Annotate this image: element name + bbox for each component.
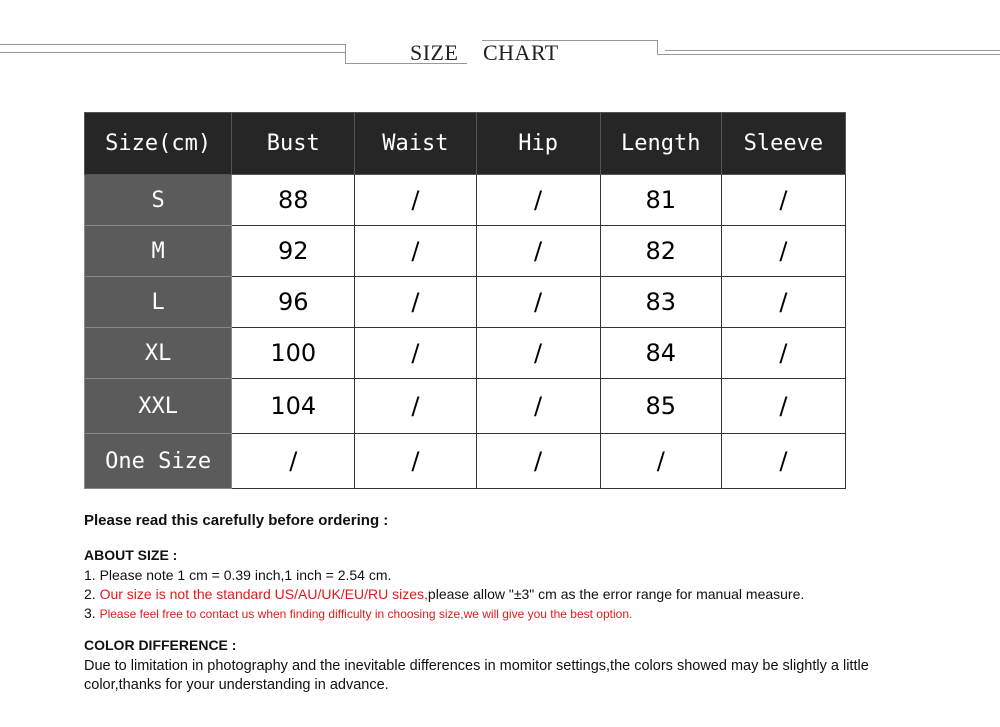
line-3-red-text: Please feel free to contact us when finding difficulty in choosing size,we will give you the best option.: [99, 607, 633, 621]
header-line-left-step: [345, 44, 346, 64]
length-cell: 81: [600, 175, 721, 226]
color-difference-text: Due to limitation in photography and the inevitable differences in momitor settings,the colors showed may be slightly a little color,thanks for your understanding in advance.: [84, 658, 869, 693]
ordering-notes: [84, 512, 964, 695]
waist-cell: /: [355, 379, 476, 434]
column-header-sleeve: Sleeve: [721, 113, 845, 175]
table-row: [85, 226, 846, 277]
table-row: [85, 379, 846, 434]
header-line-left-top: [0, 44, 345, 45]
hip-cell: /: [476, 226, 600, 277]
bust-cell: /: [232, 434, 355, 489]
sleeve-cell: /: [721, 226, 845, 277]
title-word-chart: CHART: [483, 40, 559, 65]
table-header-row: [85, 113, 846, 175]
column-header-size: Size(cm): [85, 113, 232, 175]
waist-cell: /: [355, 328, 476, 379]
length-cell: 82: [600, 226, 721, 277]
length-cell: 84: [600, 328, 721, 379]
header-line-left-bottom: [0, 52, 345, 53]
title-word-size: SIZE: [410, 40, 459, 65]
notes-intro: Please read this carefully before ordering :: [84, 512, 389, 529]
header-line-right-step: [657, 40, 658, 55]
size-cell: XL: [85, 328, 232, 379]
bust-cell: 96: [232, 277, 355, 328]
table-row: [85, 434, 846, 489]
waist-cell: /: [355, 226, 476, 277]
hip-cell: /: [476, 434, 600, 489]
size-cell: XXL: [85, 379, 232, 434]
hip-cell: /: [476, 328, 600, 379]
line-2-red-text: Our size is not the standard US/AU/UK/EU/RU sizes,: [99, 586, 428, 602]
about-size-title: ABOUT SIZE :: [84, 547, 178, 563]
table-row: [85, 277, 846, 328]
size-cell: S: [85, 175, 232, 226]
size-cell: One Size: [85, 434, 232, 489]
hip-cell: /: [476, 379, 600, 434]
page-title: [410, 40, 580, 66]
sleeve-cell: /: [721, 277, 845, 328]
size-cell: M: [85, 226, 232, 277]
about-size-line-1: 1. Please note 1 cm = 0.39 inch,1 inch = 2.54 cm.: [84, 567, 392, 583]
line-2-number: 2.: [84, 586, 100, 602]
sleeve-cell: /: [721, 175, 845, 226]
bust-cell: 100: [232, 328, 355, 379]
table-row: [85, 175, 846, 226]
sleeve-cell: /: [721, 434, 845, 489]
hip-cell: /: [476, 175, 600, 226]
table-row: [85, 328, 846, 379]
bust-cell: 92: [232, 226, 355, 277]
header-line-right-bottom: [665, 50, 1000, 51]
column-header-bust: Bust: [232, 113, 355, 175]
length-cell: /: [600, 434, 721, 489]
color-difference-title: COLOR DIFFERENCE :: [84, 637, 237, 653]
size-chart-table: [84, 112, 846, 489]
bust-cell: 104: [232, 379, 355, 434]
length-cell: 85: [600, 379, 721, 434]
length-cell: 83: [600, 277, 721, 328]
hip-cell: /: [476, 277, 600, 328]
line-2-rest-text: please allow "±3" cm as the error range for manual measure.: [427, 586, 805, 602]
sleeve-cell: /: [721, 379, 845, 434]
column-header-hip: Hip: [476, 113, 600, 175]
column-header-length: Length: [600, 113, 721, 175]
waist-cell: /: [355, 277, 476, 328]
line-3-number: 3.: [84, 605, 100, 621]
sleeve-cell: /: [721, 328, 845, 379]
waist-cell: /: [355, 175, 476, 226]
about-size-line-3: [84, 605, 964, 622]
waist-cell: /: [355, 434, 476, 489]
header-line-right-top: [657, 54, 1000, 55]
bust-cell: 88: [232, 175, 355, 226]
about-size-line-2: [84, 586, 964, 602]
column-header-waist: Waist: [355, 113, 476, 175]
size-cell: L: [85, 277, 232, 328]
